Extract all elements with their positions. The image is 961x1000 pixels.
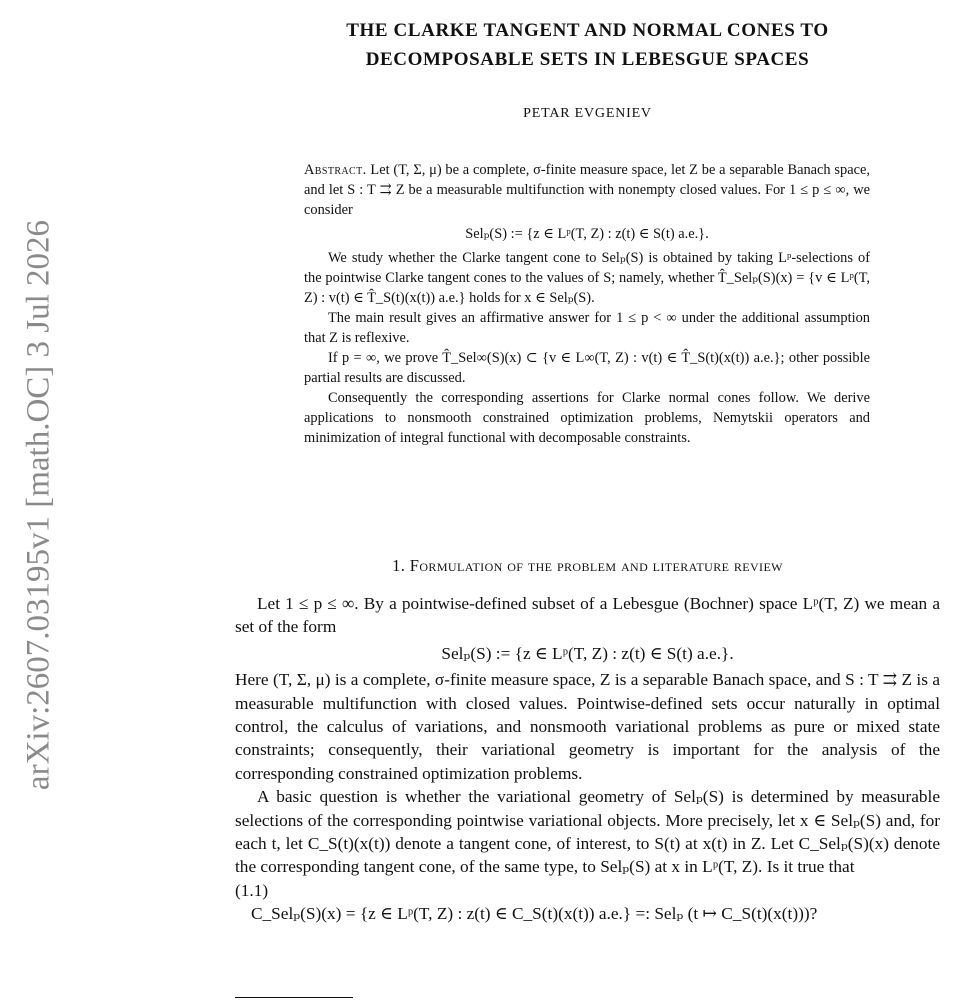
body-paragraph-2: Here (T, Σ, μ) is a complete, σ-finite measure space, Z is a separable Banach space, and S : T ⇉ Z is a measurable multifunction with closed values. Pointwise-defined sets occur naturally in optimal control, the calculus of variations, and nonsmooth variational problems as pure or mixed state constraints; consequently, their variational geometry is important for the analysis of the corresponding constrained optimization problems.: [235, 670, 940, 783]
body-paragraph-1: Let 1 ≤ p ≤ ∞. By a pointwise-defined subset of a Lebesgue (Bochner) space Lᵖ(T, Z) we mean a set of the form: [235, 594, 940, 637]
arxiv-sidebar: [18, 150, 60, 860]
body-equation-1: Selₚ(S) := {z ∈ Lᵖ(T, Z) : z(t) ∈ S(t) a.e.}.: [441, 643, 734, 663]
paper-title: [235, 16, 940, 74]
abstract-paragraph-2: We study whether the Clarke tangent cone to Selₚ(S) is obtained by taking Lᵖ-selections of the pointwise Clarke tangent cones to the values of S; namely, whether T̂_Selₚ(S)(x) = {v ∈ Lᵖ(T, Z) : v(t) ∈ T̂_S(t)(x(t)) a.e.} holds for x ∈ Selₚ(S).: [304, 250, 870, 306]
author-name: PETAR EVGENIEV: [523, 106, 652, 121]
abstract-text-1: Let (T, Σ, μ) be a complete, σ-finite measure space, let Z be a separable Banach space, and let S : T ⇉ Z be a measurable multifunction with nonempty closed values. For 1 ≤ p ≤ ∞, we consider: [304, 162, 870, 218]
title-line-1: THE CLARKE TANGENT AND NORMAL CONES TO: [346, 20, 829, 41]
abstract-paragraph-1: [304, 160, 870, 220]
abstract-label: Abstract.: [304, 162, 367, 178]
abstract-paragraph-4: If p = ∞, we prove T̂_Sel∞(S)(x) ⊂ {v ∈ L∞(T, Z) : v(t) ∈ T̂_S(t)(x(t)) a.e.}; other possible partial results are discussed.: [304, 350, 870, 386]
body-paragraph-3: A basic question is whether the variational geometry of Selₚ(S) is determined by measurable selections of the corresponding pointwise variational objects. More precisely, let x ∈ Selₚ(S) and, for each t, let C_S(t)(x(t)) denote a tangent cone, of interest, to S(t) at x(t) in Z. Let C_Selₚ(S)(x) denote the corresponding tangent cone, of the same type, to Selₚ(S) at x in Lᵖ(T, Z). Is it true that: [235, 787, 940, 877]
abstract-equation: Selₚ(S) := {z ∈ Lᵖ(T, Z) : z(t) ∈ S(t) a.e.}.: [465, 226, 709, 242]
abstract: [304, 160, 870, 448]
abstract-paragraph-3: The main result gives an affirmative answer for 1 ≤ p < ∞ under the additional assumption that Z is reflexive.: [304, 310, 870, 346]
equation-number: (1.1): [235, 880, 269, 900]
abstract-paragraph-5: Consequently the corresponding assertions for Clarke normal cones follow. We derive applications to nonsmooth constrained optimization problems, Nemytskii operators and minimization of integral functional with decomposable constraints.: [304, 390, 870, 446]
arxiv-identifier: arXiv:2607.03195v1 [math.OC] 3 Jul 2026: [20, 219, 57, 791]
title-line-2: DECOMPOSABLE SETS IN LEBESGUE SPACES: [365, 49, 810, 70]
footnote-rule: [235, 997, 353, 998]
body-text: [235, 592, 940, 926]
body-equation-2: C_Selₚ(S)(x) = {z ∈ Lᵖ(T, Z) : z(t) ∈ C_S(t)(x(t)) a.e.} =: Selₚ (t ↦ C_S(t)(x(t)))?: [251, 904, 818, 924]
section-heading: 1. Formulation of the problem and literature review: [392, 556, 783, 575]
